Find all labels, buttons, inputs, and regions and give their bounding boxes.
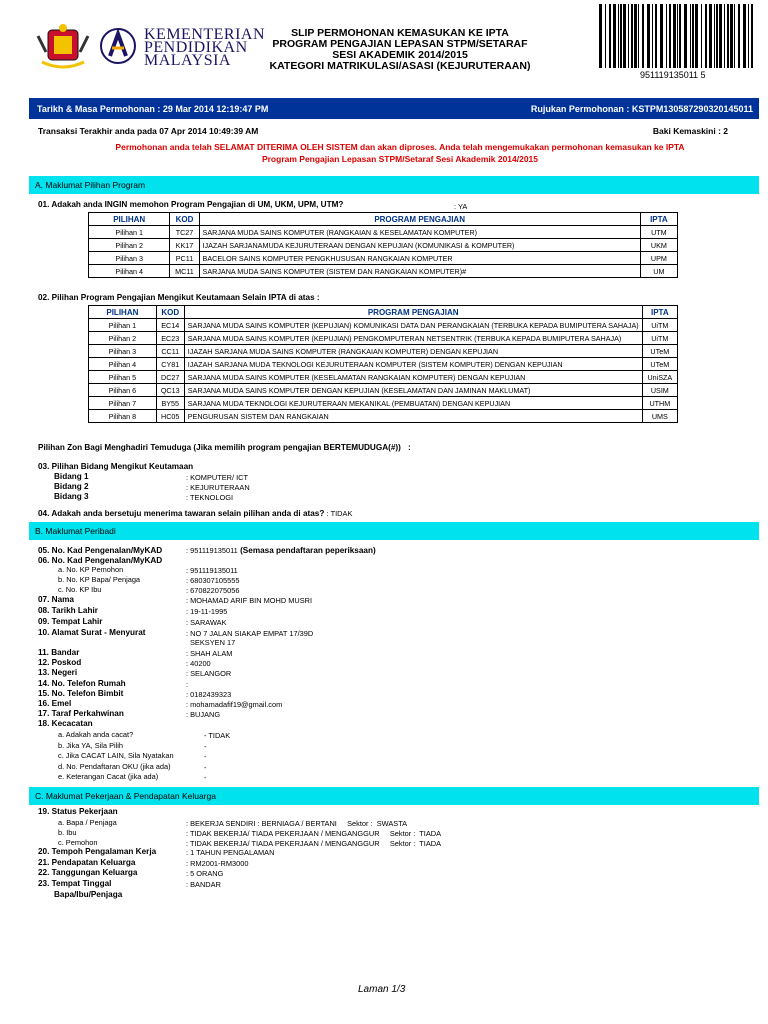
barcode-bar bbox=[705, 4, 707, 68]
ipta-cell: UiTM bbox=[642, 332, 677, 345]
code-cell: CY81 bbox=[156, 358, 184, 371]
field-3-label: Bidang 3 bbox=[54, 492, 89, 501]
personal-value: : bbox=[186, 679, 189, 689]
barcode-bar bbox=[716, 4, 718, 68]
barcode-bar bbox=[709, 4, 712, 68]
choice-cell: Pilihan 3 bbox=[89, 252, 170, 265]
family-value: : 1 TAHUN PENGALAMAN bbox=[186, 848, 275, 857]
barcode bbox=[597, 4, 757, 70]
table-row bbox=[89, 332, 678, 345]
barcode-bar bbox=[690, 4, 691, 68]
table-row bbox=[89, 410, 678, 423]
barcode-bar bbox=[684, 4, 687, 68]
table-row bbox=[89, 252, 678, 265]
personal-value: : 19-11-1995 bbox=[186, 607, 228, 616]
disability-label: c. Jika CACAT LAIN, Sila Nyatakan bbox=[58, 751, 174, 760]
choice-cell: Pilihan 1 bbox=[89, 226, 170, 239]
disability-value: - bbox=[204, 773, 207, 782]
family-label: 22. Tanggungan Keluarga bbox=[38, 868, 138, 877]
code-cell: KK17 bbox=[170, 239, 199, 252]
ipta-cell: UM bbox=[640, 265, 677, 278]
choice-cell: Pilihan 4 bbox=[89, 358, 157, 371]
ipta-cell: UKM bbox=[640, 239, 677, 252]
program-cell: SARJANA MUDA SAINS KOMPUTER (KEPUJIAN) PENGKOMPUTERAN NETSENTRIK (TERBUKA KEPADA BUMIPUTERA SAHAJA) bbox=[184, 332, 642, 345]
barcode-bar bbox=[609, 4, 611, 68]
family-value: : BANDAR bbox=[186, 879, 221, 889]
ipta-cell: UPM bbox=[640, 252, 677, 265]
employment-label: a. Bapa / Penjaga bbox=[58, 818, 117, 827]
q2-label: 02. Pilihan Program Pengajian Mengikut Keutamaan Selain IPTA di atas : bbox=[38, 293, 320, 302]
last-transaction: Transaksi Terakhir anda pada 07 Apr 2014 10:49:39 AM bbox=[38, 126, 259, 136]
section-b-header: B. Maklumat Peribadi bbox=[29, 522, 759, 540]
barcode-bar bbox=[669, 4, 671, 68]
ipta-cell: UiTM bbox=[642, 319, 677, 332]
page-number: Laman 1/3 bbox=[358, 984, 406, 995]
choice-cell: Pilihan 7 bbox=[89, 397, 157, 410]
employment-label: c. Pemohon bbox=[58, 838, 98, 847]
ic-value: : 680307105555 bbox=[186, 576, 240, 585]
family-label: 23. Tempat Tinggal bbox=[38, 878, 112, 888]
barcode-bar bbox=[666, 4, 667, 68]
employment-value: : BEKERJA SENDIRI : BERNIAGA / BERTANI Sektor : SWASTA bbox=[186, 819, 408, 828]
disability-label: e. Keterangan Cacat (jika ada) bbox=[58, 772, 159, 781]
disability-label: a. Adakah anda cacat? bbox=[58, 730, 134, 739]
ipta-cell: UTeM bbox=[642, 345, 677, 358]
code-cell: MC11 bbox=[170, 265, 199, 278]
barcode-bar bbox=[748, 4, 749, 68]
field-1-value: : KOMPUTER/ ICT bbox=[186, 473, 249, 482]
choice-cell: Pilihan 5 bbox=[89, 371, 157, 384]
barcode-bar bbox=[692, 4, 694, 68]
barcode-bar bbox=[628, 4, 629, 68]
ministry-logo-text: KEMENTERIAN PENDIDIKAN MALAYSIA bbox=[144, 26, 266, 69]
personal-value: : 40200 bbox=[186, 659, 211, 669]
barcode-bar bbox=[660, 4, 663, 68]
personal-label: 12. Poskod bbox=[38, 658, 82, 668]
barcode-bar bbox=[623, 4, 626, 68]
coat-of-arms-logo bbox=[34, 22, 92, 72]
barcode-bar bbox=[613, 4, 616, 68]
application-reference: Rujukan Permohonan : KSTPM130587290320145011 bbox=[530, 104, 753, 114]
personal-label: 09. Tempat Lahir bbox=[38, 617, 103, 626]
barcode-bar bbox=[701, 4, 702, 68]
employment-value: : TIDAK BEKERJA/ TIADA PEKERJAAN / MENGANGGUR Sektor : TIADA bbox=[186, 839, 442, 848]
choice-cell: Pilihan 6 bbox=[89, 384, 157, 397]
ipta-cell: UniSZA bbox=[642, 371, 677, 384]
q5-label: 05. No. Kad Pengenalan/MyKAD bbox=[38, 546, 163, 555]
personal-label: 13. Negeri bbox=[38, 668, 78, 678]
personal-value: : mohamadafif19@gmail.com bbox=[186, 700, 283, 709]
personal-label: 16. Emel bbox=[38, 699, 72, 708]
q1-answer: : YA bbox=[454, 202, 468, 211]
table-row bbox=[89, 371, 678, 384]
table-row bbox=[89, 319, 678, 332]
code-cell: EC14 bbox=[156, 319, 184, 332]
barcode-bar bbox=[727, 4, 729, 68]
program-cell: BACELOR SAINS KOMPUTER PENGKHUSUSAN RANGKAIAN KOMPUTER bbox=[199, 252, 640, 265]
q19-label: 19. Status Pekerjaan bbox=[38, 807, 118, 816]
field-2-value: : KEJURUTERAAN bbox=[186, 483, 250, 492]
disability-label: d. No. Pendaftaran OKU (jika ada) bbox=[58, 761, 171, 771]
field-1-label: Bidang 1 bbox=[54, 472, 89, 481]
personal-label: 14. No. Telefon Rumah bbox=[38, 678, 126, 688]
barcode-bar bbox=[642, 4, 644, 68]
program-cell: SARJANA MUDA SAINS KOMPUTER (RANGKAIAN & KESELAMATAN KOMPUTER) bbox=[199, 226, 640, 239]
barcode-bar bbox=[719, 4, 722, 68]
program-cell: SARJANA MUDA TEKNOLOGI KEJURUTERAAN MEKANIKAL (PEMBUATAN) DENGAN KEPUJIAN bbox=[184, 397, 642, 410]
code-cell: EC23 bbox=[156, 332, 184, 345]
section-a-header: A. Maklumat Pilihan Program bbox=[29, 176, 759, 194]
employment-label: b. Ibu bbox=[58, 828, 77, 837]
program-cell: PENGURUSAN SISTEM DAN RANGKAIAN bbox=[184, 410, 642, 423]
personal-label: 15. No. Telefon Bimbit bbox=[38, 688, 124, 698]
family-value: : RM2001-RM3000 bbox=[186, 858, 249, 868]
table-row bbox=[89, 239, 678, 252]
choice-cell: Pilihan 8 bbox=[89, 410, 157, 423]
personal-label: 11. Bandar bbox=[38, 648, 80, 657]
choice-cell: Pilihan 4 bbox=[89, 265, 170, 278]
barcode-bar bbox=[652, 4, 653, 68]
code-cell: HC05 bbox=[156, 410, 184, 423]
ipta-cell: UTM bbox=[640, 226, 677, 239]
program-table-1: PILIHAN KOD PROGRAM PENGAJIAN IPTA Pilihan 1 TC27 SARJANA MUDA SAINS KOMPUTER (RANGKAIAN & KESELAMATAN KOMPUTER) UTM Pilihan 2 KK17 IJAZAH SARJANAMUDA KEJURUTERAAN DENGAN KEPUJIAN (KOMUNIKASI & KOMPUTER) UKM Pilihan 3 PC11 BACELOR SAINS KOMPUTER PENGKHUSUSAN RANGKAIAN KOMPUTER UPM Pilihan 4 MC11 SARJANA MUDA SAINS KOMPUTER (SISTEM DAN RANGKAIAN KOMPUTER)# UM bbox=[88, 212, 678, 278]
choice-cell: Pilihan 3 bbox=[89, 345, 157, 358]
choice-cell: Pilihan 2 bbox=[89, 332, 157, 345]
ic-value: : 951119135011 bbox=[186, 566, 238, 575]
choice-cell: Pilihan 2 bbox=[89, 239, 170, 252]
personal-label: 08. Tarikh Lahir bbox=[38, 606, 98, 615]
personal-label: 07. Nama bbox=[38, 595, 74, 604]
barcode-bar bbox=[714, 4, 715, 68]
employment-value: : TIDAK BEKERJA/ TIADA PEKERJAAN / MENGANGGUR Sektor : TIADA bbox=[186, 829, 442, 838]
family-value: : 5 ORANG bbox=[186, 869, 224, 878]
barcode-number: 951119135011 5 bbox=[640, 70, 706, 80]
barcode-bar bbox=[730, 4, 733, 68]
field-2-label: Bidang 2 bbox=[54, 482, 89, 491]
table-row bbox=[89, 384, 678, 397]
table-row bbox=[89, 397, 678, 410]
personal-value: : SARAWAK bbox=[186, 618, 227, 627]
barcode-bar bbox=[638, 4, 639, 68]
personal-value: : 0182439323 bbox=[186, 689, 232, 699]
barcode-bar bbox=[634, 4, 637, 68]
program-cell: SARJANA MUDA SAINS KOMPUTER (SISTEM DAN RANGKAIAN KOMPUTER)# bbox=[199, 265, 640, 278]
update-count: Baki Kemaskini : 2 bbox=[652, 126, 728, 136]
disability-value: - bbox=[204, 762, 207, 772]
table-row bbox=[89, 358, 678, 371]
barcode-bar bbox=[695, 4, 698, 68]
disability-label: b. Jika YA, Sila Pilih bbox=[58, 740, 124, 750]
personal-label: 17. Taraf Perkahwinan bbox=[38, 709, 124, 719]
family-label: 20. Tempoh Pengalaman Kerja bbox=[38, 847, 157, 856]
address-line-2: SEKSYEN 17 bbox=[190, 638, 236, 647]
program-cell: IJAZAH SARJANA MUDA SAINS KOMPUTER (RANGKAIAN KOMPUTER) DENGAN KEPUJIAN bbox=[184, 345, 642, 358]
personal-value: : BUJANG bbox=[186, 710, 221, 720]
q18-label: 18. Kecacatan bbox=[38, 719, 93, 728]
barcode-bar bbox=[631, 4, 633, 68]
q23-sublabel: Bapa/Ibu/Penjaga bbox=[54, 890, 123, 899]
personal-value: : MOHAMAD ARIF BIN MOHD MUSRI bbox=[186, 596, 313, 605]
barcode-bar bbox=[743, 4, 746, 68]
barcode-bar bbox=[599, 4, 602, 68]
program-cell: SARJANA MUDA SAINS KOMPUTER (KESELAMATAN RANGKAIAN KOMPUTER) DENGAN KEPUJIAN bbox=[184, 371, 642, 384]
q1-label: 01. Adakah anda INGIN memohon Program Pengajian di UM, UKM, UPM, UTM? bbox=[38, 200, 344, 209]
ipta-cell: USIM bbox=[642, 384, 677, 397]
page-title: SLIP PERMOHONAN KEMASUKAN KE IPTA PROGRAM PENGAJIAN LEPASAN STPM/SETARAF SESI AKADEMIK 2014/2015 KATEGORI MATRIKULASI/ASASI (KEJURUTERAAN) bbox=[269, 27, 531, 72]
code-cell: CC11 bbox=[156, 345, 184, 358]
barcode-bar bbox=[620, 4, 622, 68]
field-3-value: : TEKNOLOGI bbox=[186, 493, 234, 502]
application-info-bar bbox=[29, 98, 759, 119]
barcode-bar bbox=[655, 4, 657, 68]
interview-zone-answer: : bbox=[408, 443, 411, 452]
q3-label: 03. Pilihan Bidang Mengikut Keutamaan bbox=[38, 462, 194, 471]
personal-value: : SELANGOR bbox=[186, 669, 232, 679]
family-label: 21. Pendapatan Keluarga bbox=[38, 857, 136, 867]
ipta-cell: UTHM bbox=[642, 397, 677, 410]
barcode-bar bbox=[677, 4, 678, 68]
disability-value: - TIDAK bbox=[204, 731, 231, 740]
disability-value: - bbox=[204, 752, 207, 761]
barcode-bar bbox=[679, 4, 681, 68]
personal-value: : SHAH ALAM bbox=[186, 649, 233, 658]
q5-value: : 951119135011 bbox=[186, 546, 238, 555]
ipta-cell: UTeM bbox=[642, 358, 677, 371]
barcode-bar bbox=[724, 4, 725, 68]
q4-answer: : TIDAK bbox=[326, 509, 353, 518]
program-table-2: PILIHAN KOD PROGRAM PENGAJIAN IPTA Pilihan 1 EC14 SARJANA MUDA SAINS KOMPUTER (KEPUJIAN) KOMUNIKASI DATA DAN PERANGKAIAN (TERBUKA KEPADA BUMIPUTERA SAHAJA) UiTM Pilihan 2 EC23 SARJANA MUDA SAINS KOMPUTER (KEPUJIAN) PENGKOMPUTERAN NETSENTRIK (TERBUKA KEPADA BUMIPUTERA SAHAJA) UiTM Pilihan 3 CC11 IJAZAH SARJANA MUDA SAINS KOMPUTER (RANGKAIAN KOMPUTER) DENGAN KEPUJIAN UTeM Pilihan 4 CY81 IJAZAH SARJANA MUDA TEKNOLOGI KEJURUTERAAN KOMPUTER (SISTEM KOMPUTER) DENGAN KEPUJIAN UTeM Pilihan 5 DC27 SARJANA MUDA SAINS KOMPUTER (KESELAMATAN RANGKAIAN KOMPUTER) DENGAN KEPUJIAN UniSZA Pilihan 6 QC13 SARJANA MUDA SAINS KOMPUTER DENGAN KEPUJIAN (KESELAMATAN DAN JAMINAN MAKLUMAT) USIM Pilihan 7 BY55 SARJANA MUDA TEKNOLOGI KEJURUTERAAN MEKANIKAL (PEMBUATAN) DENGAN KEPUJIAN UTHM Pilihan 8 HC05 PENGURUSAN SISTEM DAN RANGKAIAN UMS bbox=[88, 305, 678, 423]
success-notice: Permohonan anda telah SELAMAT DITERIMA OLEH SISTEM dan akan diproses. Anda telah mengemukakan permohonan kemasukan ke IPTA Program Pengajian Lepasan STPM/Setaraf Sesi Akademik 2014/2015 bbox=[115, 142, 685, 164]
application-datetime: Tarikh & Masa Permohonan : 29 Mar 2014 12:19:47 PM bbox=[37, 104, 269, 114]
program-cell: SARJANA MUDA SAINS KOMPUTER (KEPUJIAN) KOMUNIKASI DATA DAN PERANGKAIAN (TERBUKA KEPADA BUMIPUTERA SAHAJA) bbox=[184, 319, 642, 332]
ministry-logo-mark bbox=[98, 26, 138, 66]
program-cell: SARJANA MUDA SAINS KOMPUTER DENGAN KEPUJIAN (KESELAMATAN DAN JAMINAN MAKLUMAT) bbox=[184, 384, 642, 397]
section-c-header: C. Maklumat Pekerjaan & Pendapatan Keluarga bbox=[29, 787, 759, 805]
table-row bbox=[89, 345, 678, 358]
q6-label: 06. No. Kad Pengenalan/MyKAD bbox=[38, 556, 163, 565]
ipta-cell: UMS bbox=[642, 410, 677, 423]
ic-label: c. No. KP Ibu bbox=[58, 585, 102, 594]
ic-label: b. No. KP Bapa/ Penjaga bbox=[58, 575, 141, 584]
barcode-bar bbox=[673, 4, 676, 68]
barcode-bar bbox=[751, 4, 753, 68]
choice-cell: Pilihan 1 bbox=[89, 319, 157, 332]
q4-label: 04. Adakah anda bersetuju menerima tawaran selain pilihan anda di atas? bbox=[38, 509, 325, 518]
code-cell: TC27 bbox=[170, 226, 199, 239]
personal-label: 10. Alamat Surat - Menyurat bbox=[38, 628, 146, 637]
table-row bbox=[89, 226, 678, 239]
program-cell: IJAZAH SARJANAMUDA KEJURUTERAAN DENGAN KEPUJIAN (KOMUNIKASI & KOMPUTER) bbox=[199, 239, 640, 252]
ic-label: a. No. KP Pemohon bbox=[58, 565, 124, 574]
code-cell: BY55 bbox=[156, 397, 184, 410]
q5-note: (Semasa pendaftaran peperiksaan) bbox=[240, 546, 376, 555]
personal-value: : NO 7 JALAN SIAKAP EMPAT 17/39D bbox=[186, 629, 314, 638]
disability-value: - bbox=[204, 741, 207, 751]
ic-value: : 670822075056 bbox=[186, 586, 240, 595]
code-cell: QC13 bbox=[156, 384, 184, 397]
code-cell: DC27 bbox=[156, 371, 184, 384]
table-row bbox=[89, 265, 678, 278]
barcode-bar bbox=[647, 4, 650, 68]
program-cell: IJAZAH SARJANA MUDA TEKNOLOGI KEJURUTERAAN KOMPUTER (SISTEM KOMPUTER) DENGAN KEPUJIAN bbox=[184, 358, 642, 371]
barcode-bar bbox=[605, 4, 606, 68]
barcode-bar bbox=[734, 4, 735, 68]
barcode-bar bbox=[618, 4, 619, 68]
interview-zone-label: Pilihan Zon Bagi Menghadiri Temuduga (Jika memilih program pengajian BERTEMUDUGA(#)) bbox=[38, 443, 401, 452]
barcode-bar bbox=[738, 4, 740, 68]
code-cell: PC11 bbox=[170, 252, 199, 265]
